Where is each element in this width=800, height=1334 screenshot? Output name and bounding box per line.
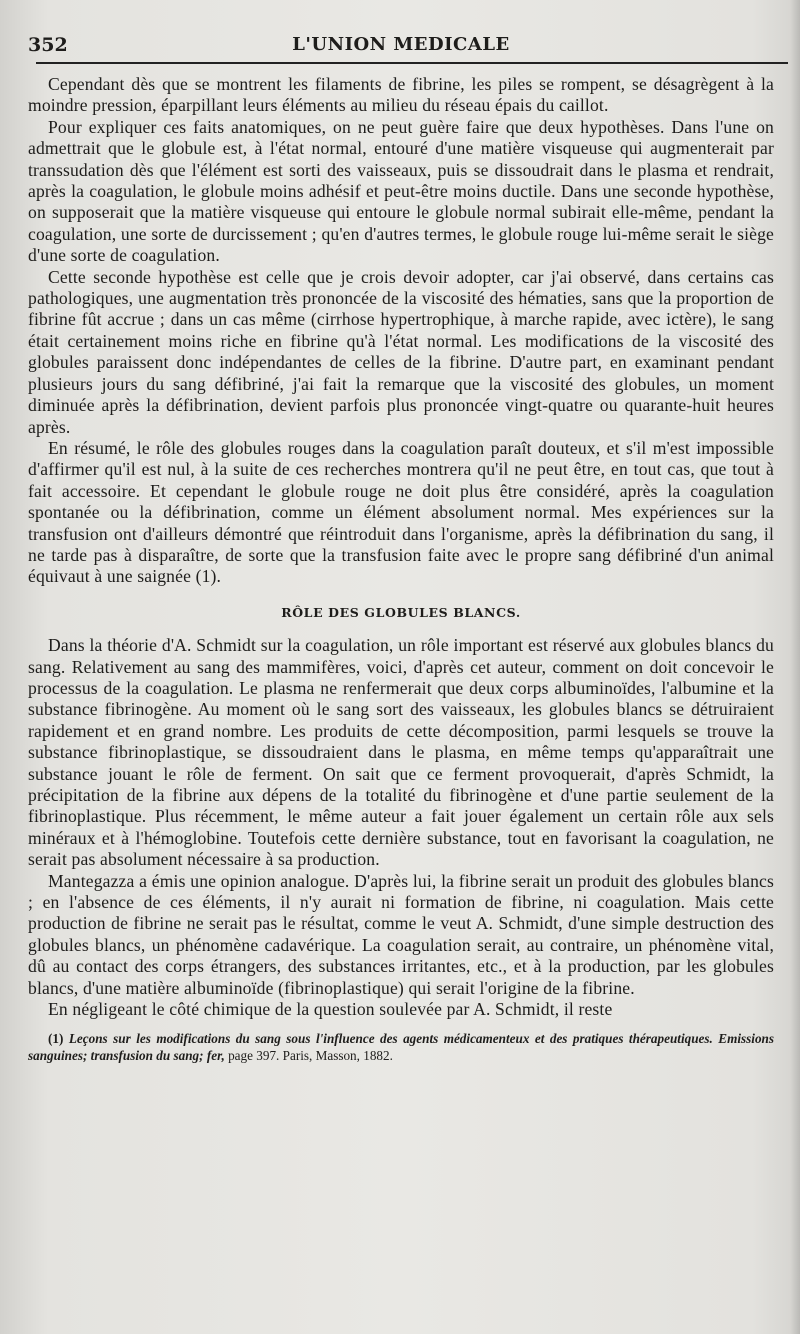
section-heading: RÔLE DES GLOBULES BLANCS. <box>281 604 521 620</box>
page-edge-shadow <box>790 0 800 1334</box>
page-number: 352 <box>28 34 68 56</box>
article-body <box>28 74 774 1020</box>
footnote-detail: Emissions sanguines; transfusion du sang; fer, <box>28 1031 775 1064</box>
paragraph: Cependant dès que se montrent les filaments de fibrine, les piles se rompent, se désagrègent à la moindre pression, éparpillant leurs éléments au milieu du réseau épais du caillot. <box>28 74 774 116</box>
running-head <box>28 22 774 58</box>
header-rule <box>36 62 788 64</box>
journal-title: L'UNION MEDICALE <box>292 34 510 55</box>
footnote <box>28 1030 774 1064</box>
paragraph: En négligeant le côté chimique de la question soulevée par A. Schmidt, il reste <box>48 999 613 1020</box>
paragraph: Pour expliquer ces faits anatomiques, on ne peut guère faire que deux hypothèses. Dans l'une on admettrait que le globule est, à l'état normal, entouré d'une matière visqueuse qui augmenterait par transsudation dès que l'élément est sorti des vaisseaux, puis se dissoudrait dans le plasma et rendrait, après la coagulation, le globule moins adhésif et peut-être moins ductile. Dans une seconde hypothèse, on supposerait que la matière visqueuse qui entoure le globule normal subirait elle-même, pendant la coagulation, une sorte de durcissement ; qu'en d'autres termes, le globule rouge lui-même serait le siège d'une sorte de coagulation. <box>28 116 774 266</box>
paragraph: Cette seconde hypothèse est celle que je crois devoir adopter, car j'ai observé, dans certains cas pathologiques, une augmentation très prononcée de la viscosité des hématies, sans que la proportion de fibrine fût accrue ; dans un cas même (cirrhose hypertrophique, à marche rapide, avec ictère), le sang était certainement moins riche en fibrine qu'à l'état normal. Les modifications de la viscosité des globules paraissent donc indépendantes de celles de la fibrine. D'autre part, en examinant pendant plusieurs jours du sang défibriné, j'ai fait la remarque que la viscosité des globules, un moment diminuée après la défibrination, devient parfois plus prononcée vingt-quatre ou quarante-huit heures après. <box>28 266 774 437</box>
footnote-title: Leçons sur les modifications du sang sous l'influence des agents médicamenteux et des pratiques thérapeutiques. <box>68 1031 713 1047</box>
paragraph: Dans la théorie d'A. Schmidt sur la coagulation, un rôle important est réservé aux globules blancs du sang. Relativement au sang des mammifères, voici, d'après cet auteur, comment on doit concevoir le processus de la coagulation. Le plasma ne renfermerait que deux corps albuminoïdes, l'albumine et la substance fibrinogène. Au moment où le sang sort des vaisseaux, les globules blancs se détruiraient rapidement et en grand nombre. Les produits de cette décomposition, parmi lesquels se trouve la substance fibrinoplastique, se dissoudraient dans le plasma, en même temps qu'apparaîtrait une substance jouant le rôle de ferment. On sait que ce ferment provoquerait, d'après Schmidt, la précipitation de la fibrine aux dépens de la totalité du fibrinogène et d'une partie seulement de la fibrinoplastique. Plus récemment, le même auteur a fait jouer également un certain rôle aux sels minéraux et à l'hémoglobine. Toutefois cette dernière substance, tout en favorisant la coagulation, ne serait pas absolument nécessaire à sa production. <box>28 635 774 870</box>
footnote-number: (1) <box>48 1031 64 1047</box>
paragraph: En résumé, le rôle des globules rouges dans la coagulation paraît douteux, et s'il m'est impossible d'affirmer qu'il est nul, à la suite de ces recherches montrera qu'il ne peut être, en tout cas, que tout à fait accessoire. Et cependant le globule rouge ne doit plus être considéré, après la coagulation spontanée ou la défibrination, comme un élément absolument normal. Mes expériences sur la transfusion ont d'ailleurs démontré que réintroduit dans l'organisme, après la défibrination du sang, il ne tarde pas à disparaître, de sorte que la transfusion faite avec le propre sang défibriné d'un animal équivaut à une saignée (1). <box>28 437 774 587</box>
footnote-citation: page 397. Paris, Masson, 1882. <box>228 1048 393 1064</box>
paragraph: Mantegazza a émis une opinion analogue. D'après lui, la fibrine serait un produit des globules blancs ; en l'absence de ces éléments, il n'y aurait ni formation de fibrine, ni coagulation. Mais cette production de fibrine ne serait pas le résultat, comme le veut A. Schmidt, d'une simple destruction des globules blancs, un phénomène cadavérique. La coagulation serait, au contraire, un phénomène vital, dû au contact des corps étrangers, des substances irritantes, etc., et à la production, par les globules blancs, d'une matière albuminoïde (fibrinoplastique) qui serait l'origine de la fibrine. <box>28 870 774 998</box>
